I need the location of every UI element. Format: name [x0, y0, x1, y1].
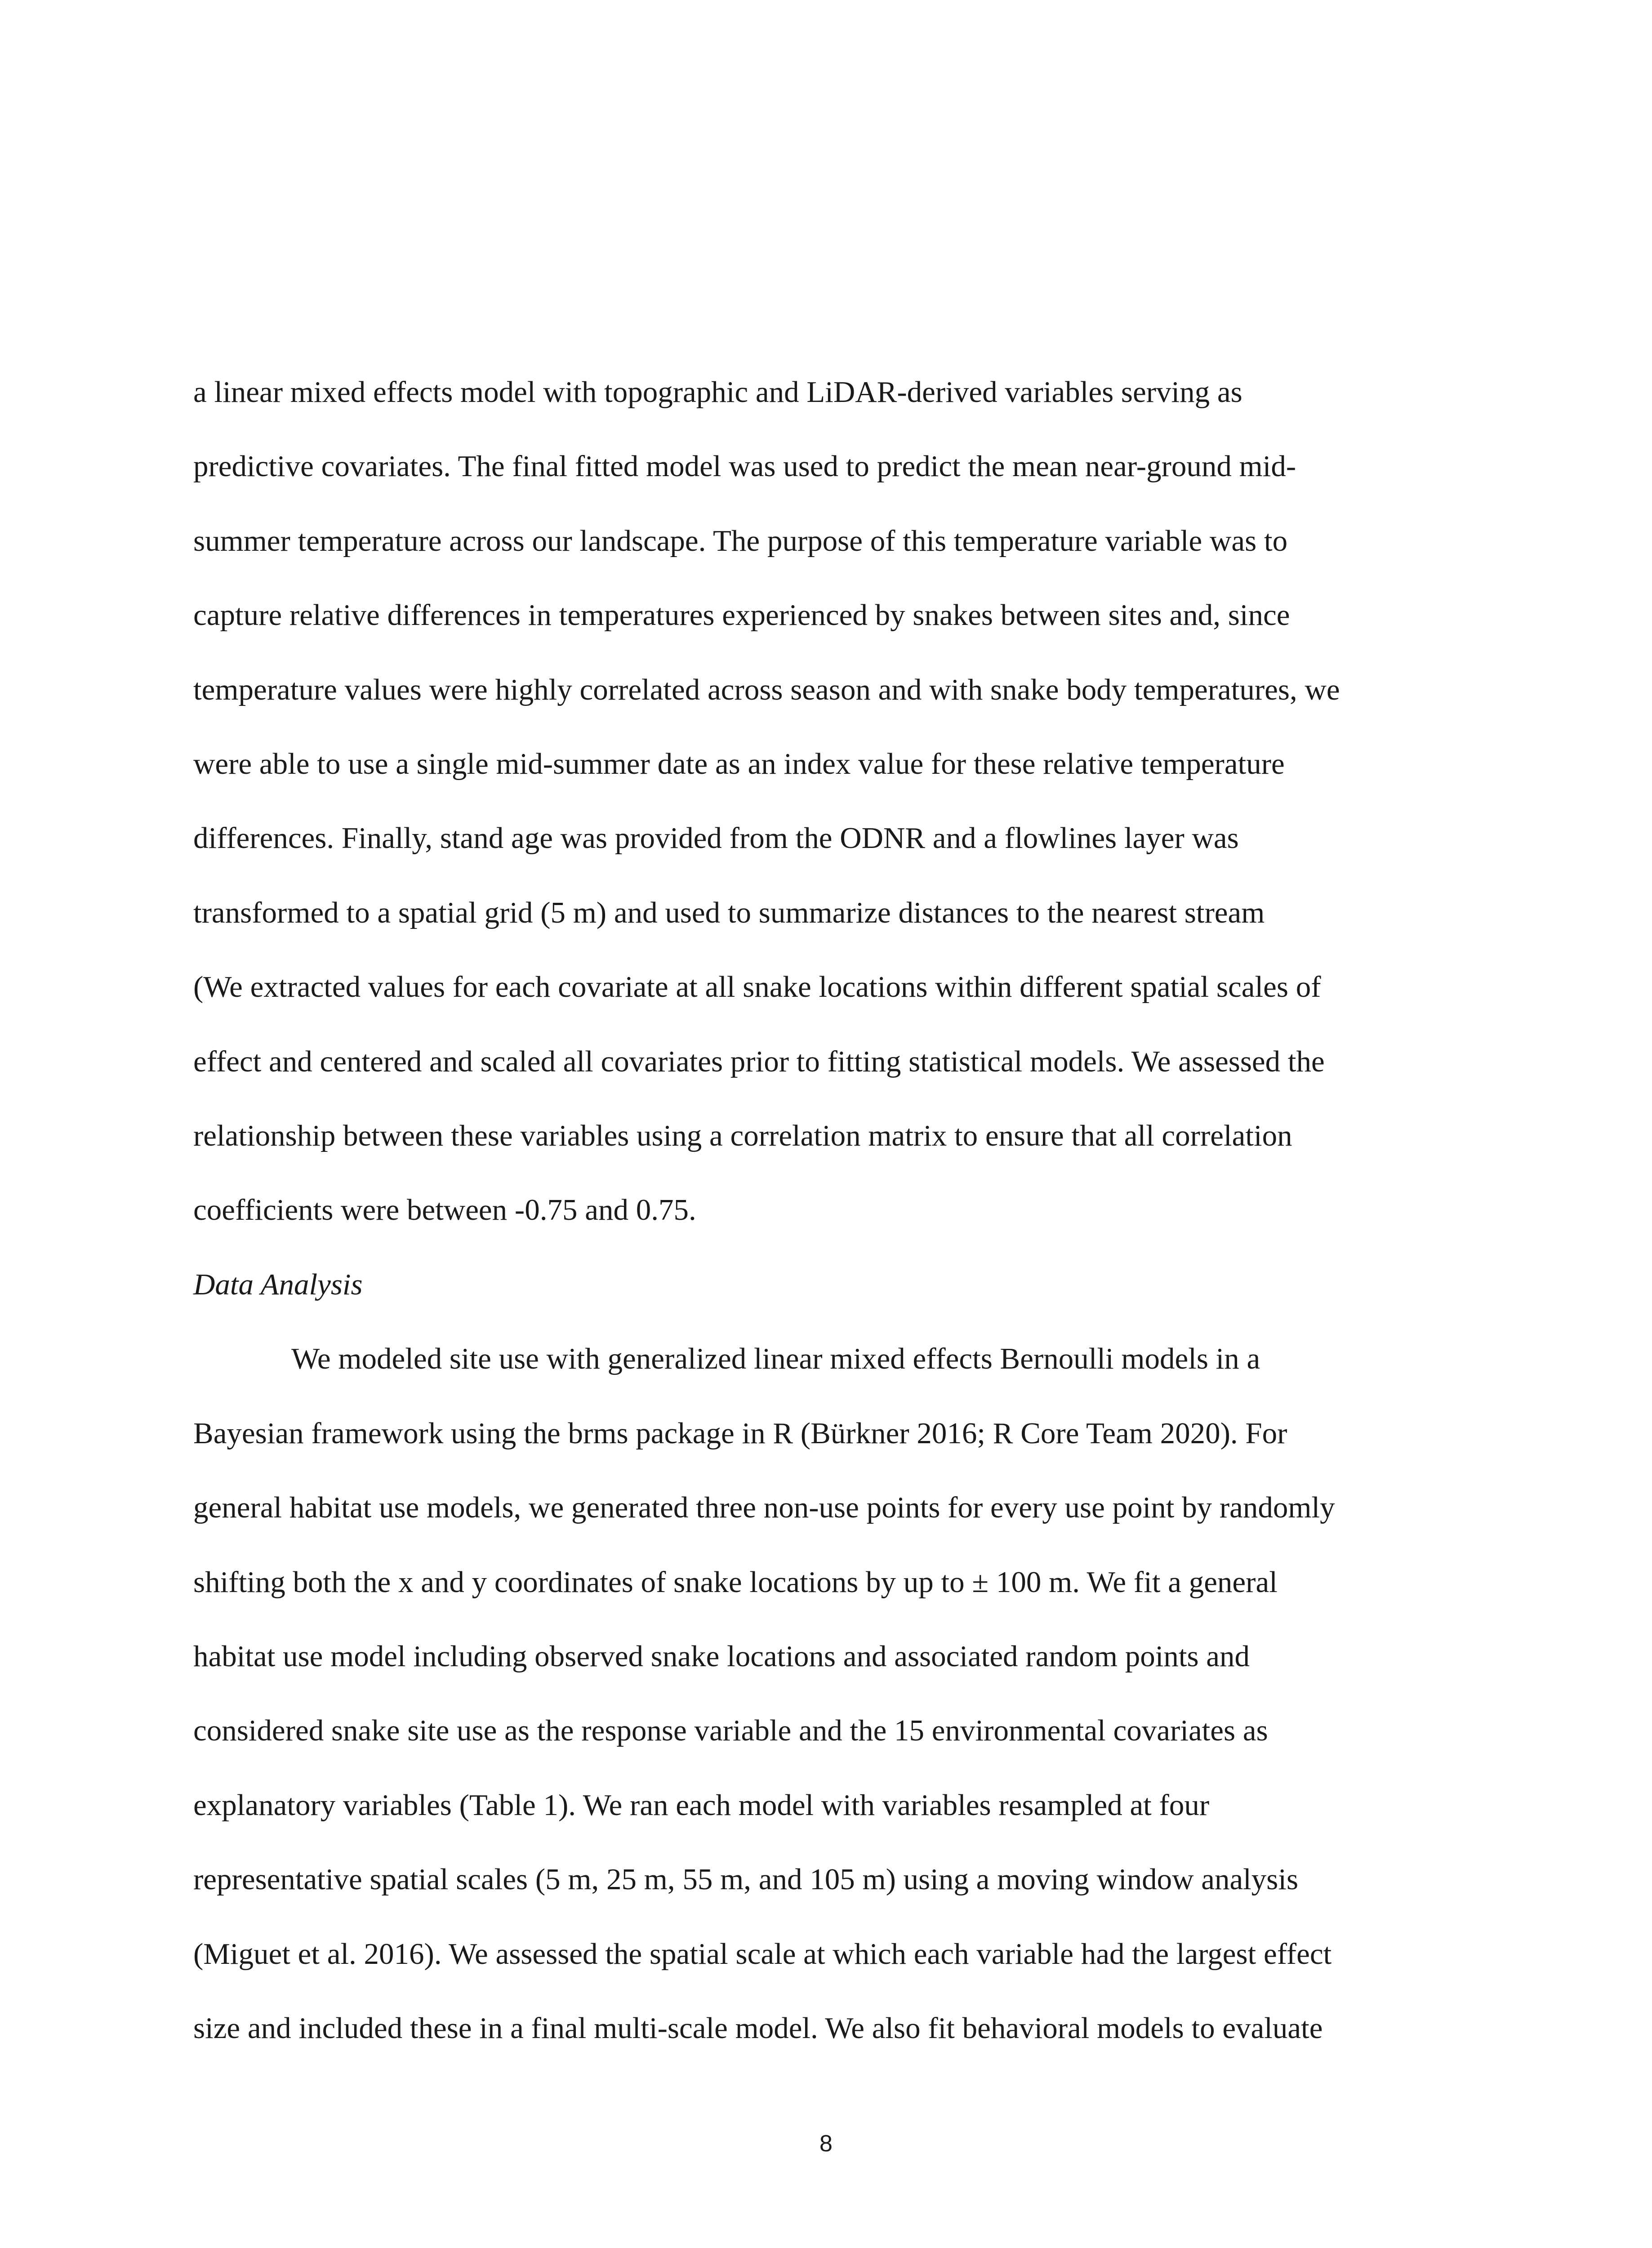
paragraph-line: relationship between these variables using a correlation matrix to ensure that all correlation [193, 1119, 1292, 1153]
paragraph-line: predictive covariates. The final fitted model was used to predict the mean near-ground mid- [193, 450, 1296, 483]
paragraph-line: explanatory variables (Table 1). We ran each model with variables resampled at four [193, 1788, 1210, 1822]
paragraph-line: transformed to a spatial grid (5 m) and used to summarize distances to the nearest stream [193, 896, 1265, 929]
paragraph-line: temperature values were highly correlated across season and with snake body temperatures, we [193, 673, 1340, 706]
paragraph-line: Bayesian framework using the brms package in R (Bürkner 2016; R Core Team 2020). For [193, 1416, 1287, 1450]
section-heading: Data Analysis [193, 1267, 363, 1301]
body-text [193, 355, 1452, 2065]
paragraph-line: capture relative differences in temperatures experienced by snakes between sites and, since [193, 598, 1290, 632]
paragraph-line: size and included these in a final multi-scale model. We also fit behavioral models to evaluate [193, 2011, 1323, 2045]
paragraph-line: habitat use model including observed snake locations and associated random points and [193, 1639, 1250, 1673]
paragraph-line: (We extracted values for each covariate at all snake locations within different spatial scales of [193, 970, 1321, 1004]
paragraph-line: We modeled site use with generalized linear mixed effects Bernoulli models in a [291, 1342, 1260, 1376]
paragraph-line: representative spatial scales (5 m, 25 m, 55 m, and 105 m) using a moving window analysis [193, 1863, 1299, 1896]
paragraph-line: differences. Finally, stand age was provided from the ODNR and a flowlines layer was [193, 821, 1239, 855]
paragraph-line: (Miguet et al. 2016). We assessed the spatial scale at which each variable had the largest effect [193, 1937, 1332, 1971]
page-number: 8 [819, 2131, 833, 2157]
paragraph-line: coefficients were between -0.75 and 0.75. [193, 1193, 696, 1227]
paragraph-line: shifting both the x and y coordinates of snake locations by up to ± 100 m. We fit a general [193, 1565, 1278, 1599]
paragraph-line: summer temperature across our landscape. The purpose of this temperature variable was to [193, 524, 1288, 558]
paragraph-line: considered snake site use as the response variable and the 15 environmental covariates as [193, 1714, 1268, 1748]
paragraph-line: a linear mixed effects model with topographic and LiDAR-derived variables serving as [193, 375, 1242, 409]
paragraph-line: effect and centered and scaled all covariates prior to fitting statistical models. We assessed the [193, 1044, 1325, 1078]
paragraph-line: were able to use a single mid-summer date as an index value for these relative temperature [193, 747, 1285, 781]
paragraph-line: general habitat use models, we generated three non-use points for every use point by randomly [193, 1491, 1335, 1525]
